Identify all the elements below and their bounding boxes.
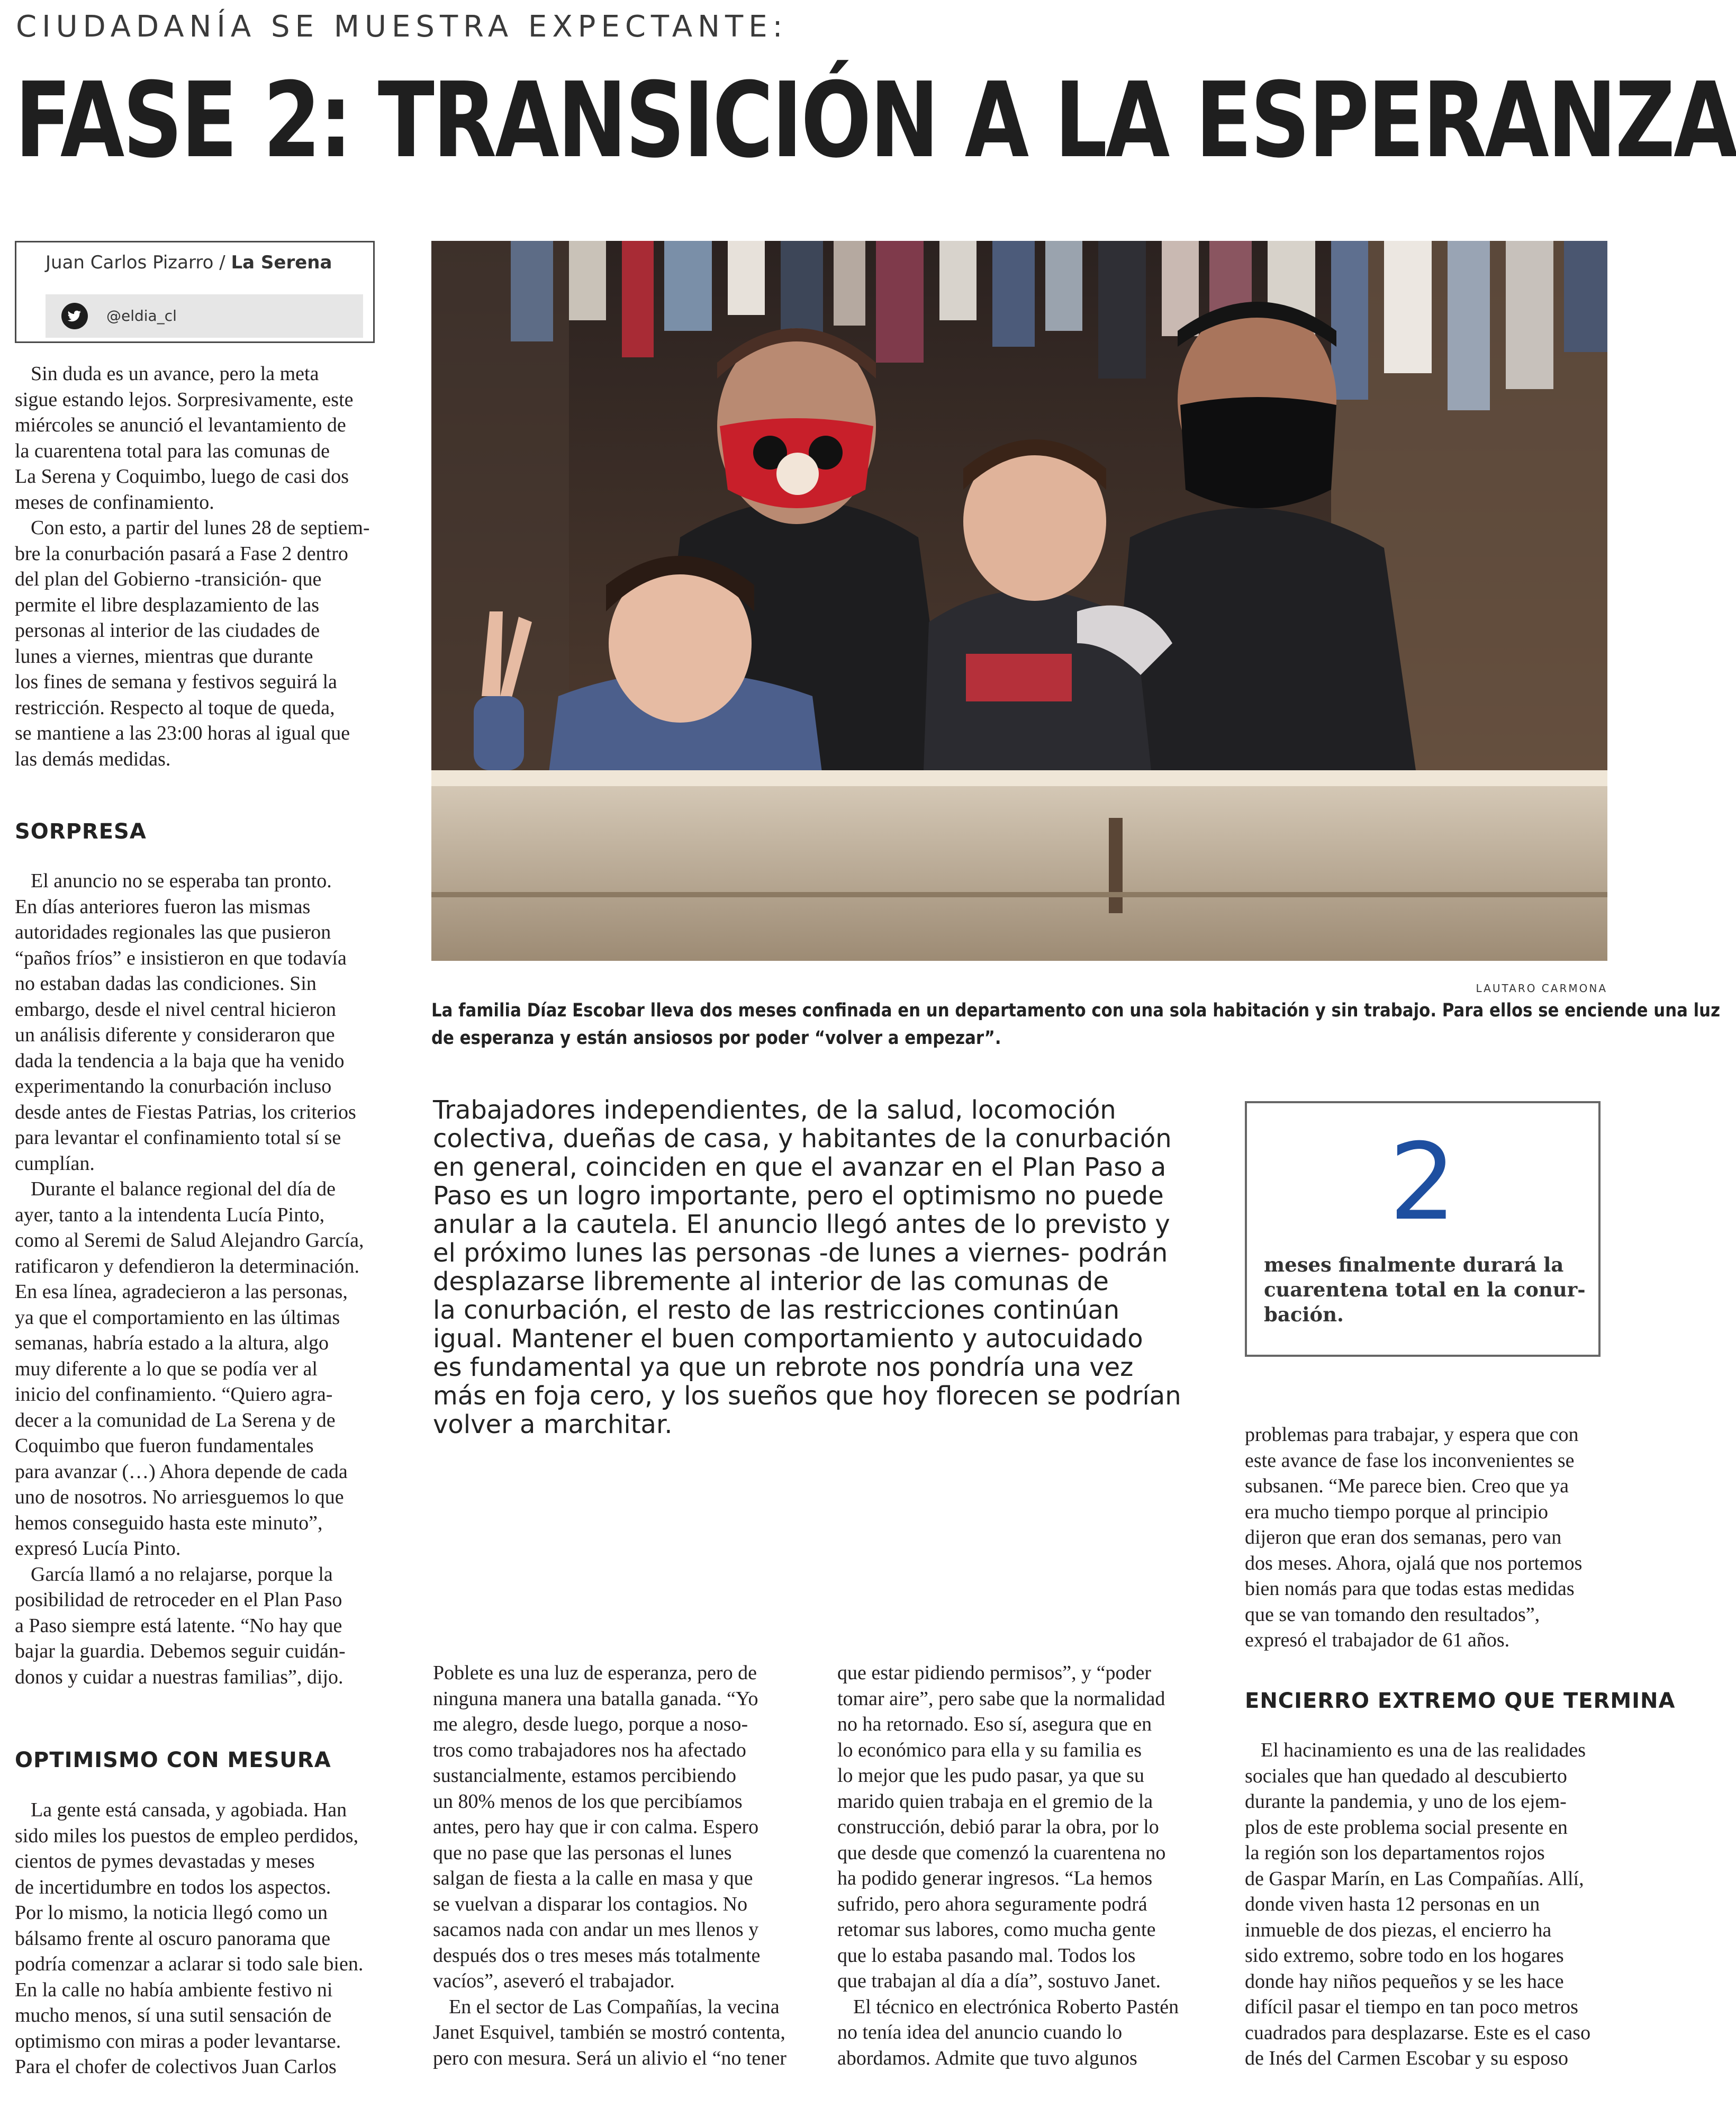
text-line: que se van tomando den resultados”,: [1245, 1603, 1540, 1626]
stat-box: [1245, 1101, 1601, 1357]
text-line: sociales que han quedado al descubierto: [1245, 1764, 1567, 1787]
twitter-bar: [46, 294, 363, 338]
text-line: expresó Lucía Pinto.: [15, 1537, 181, 1560]
text-line: En esa línea, agradecieron a las personas,: [15, 1281, 348, 1303]
text-line: inmueble de dos piezas, el encierro ha: [1245, 1918, 1552, 1941]
pull-quote-line: desplazarse libremente al interior de las comunas de: [433, 1267, 1109, 1296]
text-line: sufrido, pero ahora seguramente podrá: [837, 1893, 1147, 1915]
text-line: bien nomás para que todas estas medidas: [1245, 1578, 1575, 1600]
pull-quote-line: anular a la cautela. El anuncio llegó antes de lo previsto y: [433, 1210, 1170, 1239]
text-line: donos y cuidar a nuestras familias”, dijo.: [15, 1665, 343, 1688]
stat-text-line: meses finalmente durará la: [1264, 1253, 1564, 1276]
stat-text-line: bación.: [1264, 1303, 1344, 1326]
paragraph: [1245, 1422, 1608, 1653]
text-line: como al Seremi de Salud Alejandro García,: [15, 1229, 364, 1251]
family-photo: [431, 241, 1607, 961]
balcony-railing: [431, 770, 1607, 961]
paragraph: [15, 515, 380, 772]
text-line: sustancialmente, estamos percibiendo: [433, 1764, 736, 1787]
text-line: que desde que comenzó la cuarentena no: [837, 1841, 1166, 1864]
text-line: ha podido generar ingresos. “La hemos: [837, 1867, 1153, 1889]
paragraph: [15, 1176, 380, 1562]
text-line: no estaban dadas las condiciones. Sin: [15, 972, 317, 995]
author-name: Juan Carlos Pizarro /: [46, 252, 225, 273]
text-line: donde viven hasta 12 personas en un: [1245, 1893, 1540, 1915]
text-line: Durante el balance regional del día de: [31, 1178, 336, 1200]
paragraph: [15, 361, 380, 515]
text-line: decer a la comunidad de La Serena y de: [15, 1409, 336, 1431]
byline-box: [15, 241, 375, 343]
paragraph: [433, 1994, 798, 2071]
pull-quote-line: es fundamental ya que un rebrote nos pondría una vez: [433, 1353, 1134, 1382]
text-line: cuadrados para desplazarse. Este es el caso: [1245, 2021, 1591, 2044]
caption-line: La familia Díaz Escobar lleva dos meses confinada en un departamento con una sola habitación y sin trabajo. Para ellos se enciende una luz: [431, 1000, 1721, 1021]
text-line: Para el chofer de colectivos Juan Carlos: [15, 2056, 337, 2078]
paragraph: [837, 1660, 1202, 1994]
text-line: podría comenzar a aclarar si todo sale bien.: [15, 1953, 364, 1975]
twitter-bird-icon: [61, 303, 88, 329]
text-line: dada la tendencia a la baja que ha venido: [15, 1049, 345, 1072]
text-line: para levantar el confinamiento total sí se: [15, 1127, 341, 1149]
pull-quote: [433, 1095, 1181, 1439]
text-line: muy diferente a lo que se podía ver al: [15, 1357, 318, 1380]
text-line: del plan del Gobierno -transición- que: [15, 568, 322, 590]
text-line: de Gaspar Marín, en Las Compañías. Allí,: [1245, 1867, 1584, 1890]
text-line: experimentando la conurbación incluso: [15, 1075, 332, 1097]
text-line: lo mejor que les pudo pasar, ya que su: [837, 1764, 1144, 1787]
caption-line: de esperanza y están ansiosos por poder “volver a empezar”.: [431, 1028, 1001, 1049]
text-line: Coquimbo que fueron fundamentales: [15, 1435, 314, 1457]
text-line: tomar aire”, pero sabe que la normalidad: [837, 1687, 1165, 1710]
text-line: restricción. Respecto al toque de queda,: [15, 696, 335, 719]
paragraph: [15, 868, 380, 1176]
text-line: abordamos. Admite que tuvo algunos: [837, 2047, 1137, 2069]
text-line: posibilidad de retroceder en el Plan Paso: [15, 1589, 342, 1611]
text-line: sido miles los puestos de empleo perdidos,: [15, 1824, 359, 1847]
text-line: En el sector de Las Compañías, la vecina: [449, 1995, 780, 2018]
text-line: que no pase que las personas el lunes: [433, 1841, 732, 1864]
text-line: era mucho tiempo porque al principio: [1245, 1500, 1548, 1523]
text-line: El anuncio no se esperaba tan pronto.: [31, 870, 332, 892]
text-line: mucho menos, sí una sutil sensación de: [15, 2004, 332, 2026]
text-line: marido quien trabaja en el gremio de la: [837, 1790, 1153, 1813]
text-line: ayer, tanto a la intendenta Lucía Pinto,: [15, 1203, 325, 1226]
text-line: Sin duda es un avance, pero la meta: [31, 363, 319, 385]
stat-text: [1264, 1253, 1587, 1327]
paragraph: [15, 1562, 380, 1690]
column-4-bottom: [1245, 1737, 1608, 2071]
text-line: la región son los departamentos rojos: [1245, 1842, 1545, 1864]
text-line: se vuelvan a disparar los contagios. No: [433, 1893, 748, 1915]
text-line: miércoles se anunció el levantamiento de: [15, 414, 346, 436]
text-line: “paños fríos” e insistieron en que todavía: [15, 947, 347, 969]
column-3: [837, 1660, 1202, 2071]
pull-quote-line: Trabajadores independientes, de la salud, locomoción: [433, 1095, 1116, 1125]
text-line: uno de nosotros. No arriesguemos lo que: [15, 1486, 344, 1508]
text-line: García llamó a no relajarse, porque la: [31, 1563, 333, 1585]
subhead-encierro: ENCIERRO EXTREMO QUE TERMINA: [1245, 1689, 1676, 1713]
text-line: un 80% menos de los que percibíamos: [433, 1790, 743, 1813]
subhead-optimismo: OPTIMISMO CON MESURA: [15, 1748, 331, 1772]
text-line: bre la conurbación pasará a Fase 2 dentro: [15, 542, 348, 565]
text-line: pero con mesura. Será un alivio el “no tener: [433, 2047, 786, 2069]
text-line: plos de este problema social presente en: [1245, 1816, 1568, 1839]
pull-quote-line: volver a marchitar.: [433, 1410, 673, 1439]
text-line: En días anteriores fueron las mismas: [15, 895, 311, 918]
text-line: desde antes de Fiestas Patrias, los criterios: [15, 1101, 356, 1123]
stat-text-line: cuarentena total en la conur-: [1264, 1278, 1586, 1301]
text-line: a Paso siempre está latente. “No hay que: [15, 1614, 342, 1637]
text-line: optimismo con miras a poder levantarse.: [15, 2030, 341, 2052]
text-line: después dos o tres meses más totalmente: [433, 1944, 761, 1967]
pull-quote-line: el próximo lunes las personas -de lunes a viernes- podrán: [433, 1238, 1168, 1268]
twitter-handle: @eldia_cl: [106, 307, 177, 325]
author-location: La Serena: [231, 252, 332, 273]
pull-quote-line: Paso es un logro importante, pero el optimismo no puede: [433, 1181, 1164, 1211]
text-line: difícil pasar el tiempo en tan poco metros: [1245, 1996, 1578, 2018]
text-line: ya que el comportamiento en las últimas: [15, 1306, 340, 1329]
text-line: Con esto, a partir del lunes 28 de septiem-: [31, 517, 370, 539]
text-line: Janet Esquivel, también se mostró contenta,: [433, 2021, 785, 2043]
text-line: meses de confinamiento.: [15, 491, 214, 514]
text-line: este avance de fase los inconvenientes se: [1245, 1449, 1575, 1472]
text-line: retomar sus labores, como mucha gente: [837, 1918, 1156, 1941]
text-line: ninguna manera una batalla ganada. “Yo: [433, 1687, 758, 1710]
text-line: los fines de semana y festivos seguirá la: [15, 671, 337, 693]
text-line: la cuarentena total para las comunas de: [15, 439, 330, 462]
column-1-intro: [15, 361, 380, 772]
text-line: permite el libre desplazamiento de las: [15, 593, 320, 616]
pull-quote-line: igual. Mantener el buen comportamiento y autocuidado: [433, 1324, 1143, 1354]
paragraph: [1245, 1737, 1608, 2071]
headline: FASE 2: TRANSICIÓN A LA ESPERANZA: [15, 60, 1736, 181]
text-line: no tenía idea del anuncio cuando lo: [837, 2021, 1123, 2043]
text-line: sido extremo, sobre todo en los hogares: [1245, 1944, 1564, 1967]
text-line: donde hay niños pequeños y se les hace: [1245, 1970, 1564, 1993]
text-line: embargo, desde el nivel central hicieron: [15, 998, 337, 1021]
family-photo-illustration: [431, 241, 1607, 961]
photo-credit: LAUTARO CARMONA: [1476, 982, 1607, 995]
text-line: para avanzar (…) Ahora depende de cada: [15, 1460, 348, 1483]
text-line: me alegro, desde luego, porque a noso-: [433, 1713, 748, 1735]
text-line: de incertidumbre en todos los aspectos.: [15, 1876, 331, 1898]
text-line: un análisis diferente y consideraron que: [15, 1024, 335, 1046]
text-line: de Inés del Carmen Escobar y su esposo: [1245, 2047, 1569, 2069]
text-line: ratificaron y defendieron la determinación.: [15, 1255, 359, 1277]
text-line: no ha retornado. Eso sí, asegura que en: [837, 1713, 1152, 1735]
text-line: se mantiene a las 23:00 horas al igual que: [15, 722, 350, 744]
text-line: La gente está cansada, y agobiada. Han: [31, 1799, 347, 1821]
byline-author: [46, 252, 332, 273]
text-line: bajar la guardia. Debemos seguir cuidán-: [15, 1640, 346, 1662]
text-line: hemos conseguido hasta este minuto”,: [15, 1511, 323, 1534]
text-line: dos meses. Ahora, ojalá que nos portemos: [1245, 1552, 1583, 1574]
text-line: inicio del confinamiento. “Quiero agra-: [15, 1383, 333, 1406]
text-line: sacamos nada con andar un mes llenos y: [433, 1918, 759, 1941]
text-line: El técnico en electrónica Roberto Pastén: [853, 1995, 1179, 2018]
text-line: autoridades regionales las que pusieron: [15, 921, 331, 943]
text-line: antes, pero hay que ir con calma. Espero: [433, 1816, 759, 1838]
pull-quote-line: más en foja cero, y los sueños que hoy florecen se podrían: [433, 1381, 1181, 1411]
text-line: lunes a viernes, mientras que durante: [15, 645, 313, 668]
pull-quote-line: colectiva, dueñas de casa, y habitantes de la conurbación: [433, 1124, 1172, 1154]
text-line: vacíos”, aseveró el trabajador.: [433, 1970, 675, 1992]
column-2: [433, 1660, 798, 2071]
text-line: problemas para trabajar, y espera que con: [1245, 1424, 1579, 1446]
text-line: subsanen. “Me parece bien. Creo que ya: [1245, 1475, 1569, 1497]
text-line: expresó el trabajador de 61 años.: [1245, 1629, 1510, 1651]
paragraph: [837, 1994, 1202, 2071]
subhead-sorpresa: SORPRESA: [15, 819, 147, 844]
text-line: tros como trabajadores nos ha afectado: [433, 1738, 746, 1761]
kicker: CIUDADANÍA SE MUESTRA EXPECTANTE:: [16, 10, 788, 44]
text-line: Poblete es una luz de esperanza, pero de: [433, 1662, 757, 1684]
pull-quote-line: en general, coinciden en que el avanzar en el Plan Paso a: [433, 1152, 1167, 1182]
paragraph: [433, 1660, 798, 1994]
text-line: bálsamo frente al oscuro panorama que: [15, 1927, 331, 1950]
text-line: personas al interior de las ciudades de: [15, 619, 320, 642]
text-line: lo económico para ella y su familia es: [837, 1738, 1142, 1761]
text-line: que estar pidiendo permisos”, y “poder: [837, 1662, 1152, 1684]
photo-caption: [431, 997, 1721, 1052]
text-line: construcción, debió parar la obra, por lo: [837, 1816, 1159, 1838]
text-line: Por lo mismo, la noticia llegó como un: [15, 1902, 328, 1924]
text-line: cumplían.: [15, 1152, 95, 1175]
text-line: salgan de fiesta a la calle en masa y que: [433, 1867, 753, 1889]
column-1-optimismo: [15, 1797, 380, 2080]
text-line: que trabajan al día a día”, sostuvo Janet.: [837, 1970, 1161, 1992]
column-1-sorpresa: [15, 868, 380, 1690]
text-line: durante la pandemia, y uno de los ejem-: [1245, 1790, 1567, 1813]
text-line: las demás medidas.: [15, 747, 171, 770]
text-line: En la calle no había ambiente festivo ni: [15, 1978, 333, 2001]
text-line: sigue estando lejos. Sorpresivamente, este: [15, 388, 354, 411]
text-line: La Serena y Coquimbo, luego de casi dos: [15, 465, 349, 488]
stat-number: 2: [1389, 1121, 1457, 1244]
paragraph: [15, 1797, 380, 2080]
text-line: semanas, habría estado a la altura, algo: [15, 1332, 329, 1354]
text-line: dijeron que eran dos semanas, pero van: [1245, 1526, 1562, 1548]
text-line: cientos de pymes devastadas y meses: [15, 1850, 315, 1872]
text-line: El hacinamiento es una de las realidades: [1261, 1739, 1586, 1761]
text-line: que lo estaba pasando mal. Todos los: [837, 1944, 1136, 1967]
column-4-top: [1245, 1422, 1608, 1653]
pull-quote-line: la conurbación, el resto de las restricciones continúan: [433, 1295, 1120, 1325]
